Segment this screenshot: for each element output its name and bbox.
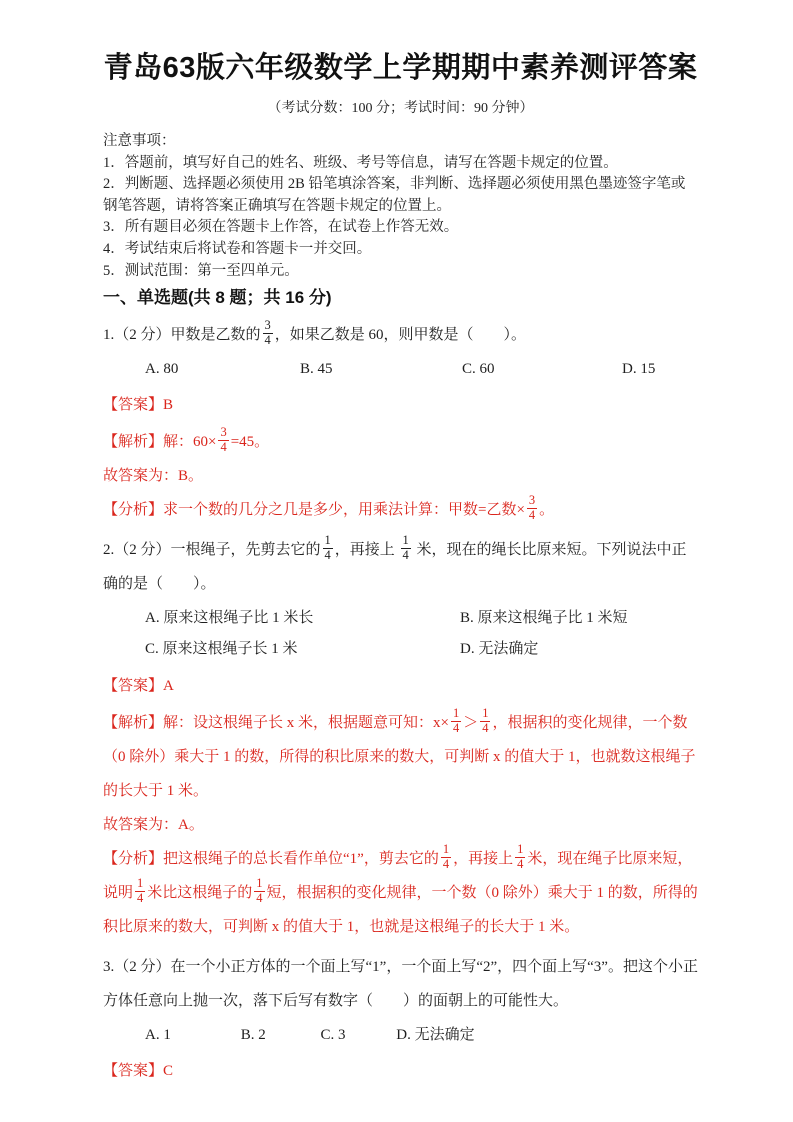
fraction: $\frac{3}{4}$ — [220, 425, 227, 455]
option-b: B. 原来这根绳子比 1 米短 — [460, 610, 628, 627]
notice-item: 5．测试范围：第一至四单元。 — [103, 262, 299, 279]
section-heading-single-choice: 一、单选题(共 8 题；共 16 分) — [103, 288, 332, 308]
option-d: D. 15 — [622, 361, 656, 378]
fraction: $\frac{1}{4}$ — [402, 533, 409, 563]
question-1-options — [103, 354, 698, 384]
review-line: 【分析】把这根绳子的总长看作单位“1”，剪去它的 $\frac{1}{4}$ ，再接上 $\frac{1}{4}$ 米，现在绳子比原来短，说明 $\frac{1}{4}$ 米比这根绳子的 $\frac{1}{4}$ 短，根据积的变化规律，一个数（0 除外）乘大于 1 的数，所得的积比原来的数大，可判断 x 的值大于 1，也就是这根绳子的长大于 1 米。 — [103, 842, 698, 936]
question-1-stem: 1.（2 分）甲数是乙数的 $\frac{3}{4}$ ，如果乙数是 60，则甲数是（ ）。 — [103, 318, 527, 348]
notice-item: 2．判断题、选择题必须使用 2B 铅笔填涂答案，非判断、选择题必须使用黑色墨迹签字笔或钢笔答题，请将答案正确填写在答题卡规定的位置上。 — [103, 176, 686, 214]
notice-heading: 注意事项： — [103, 133, 176, 149]
option-c: C. 60 — [462, 361, 495, 378]
option-b: B. 2 — [240, 1027, 266, 1044]
fraction: $\frac{1}{4}$ — [324, 533, 331, 563]
conclusion-line: 故答案为：B。 — [103, 468, 204, 485]
fraction: $\frac{1}{4}$ — [482, 706, 489, 736]
question-1 — [103, 318, 698, 527]
analysis-line: 【解析】解：设这根绳子长 x 米，根据题意可知：x× $\frac{1}{4}$ ＞ $\frac{1}{4}$ ，根据积的变化规律，一个数（0 除外）乘大于 1 的数，所得的积比原来的数大，可判断 x 的值大于 1，也就数这根绳子的长大于 1 米。 — [103, 706, 696, 800]
notice-item: 1．答题前，填写好自己的姓名、班级、考号等信息，请写在答题卡规定的位置。 — [103, 154, 618, 171]
page-title: 青岛63版六年级数学上学期期中素养测评答案 — [103, 52, 698, 84]
fraction: $\frac{1}{4}$ — [517, 842, 524, 872]
option-b: B. 45 — [300, 361, 333, 378]
option-a: A. 原来这根绳子比 1 米长 — [145, 610, 314, 627]
fraction: $\frac{1}{4}$ — [137, 876, 144, 906]
question-3-options — [103, 1020, 698, 1050]
question-2-options — [103, 603, 698, 665]
fraction: $\frac{1}{4}$ — [452, 706, 460, 736]
notice-item: 3．所有题目必须在答题卡上作答，在试卷上作答无效。 — [103, 219, 459, 236]
review-line: 【分析】求一个数的几分之几是多少，用乘法计算：甲数=乙数× $\frac{3}{4}$ 。 — [103, 493, 555, 523]
fraction: $\frac{1}{4}$ — [256, 876, 263, 906]
notice-section — [103, 131, 698, 282]
option-c: C. 3 — [320, 1027, 346, 1044]
question-3 — [103, 950, 698, 1088]
fraction: $\frac{3}{4}$ — [528, 493, 536, 523]
question-3-stem: 3.（2 分）在一个小正方体的一个面上写“1”，一个面上写“2”，四个面上写“3”。把这个小正方体任意向上抛一次，落下后写有数字（ ）的面朝上的可能性大。 — [103, 959, 698, 1010]
option-a: A. 80 — [145, 361, 179, 378]
exam-meta: （考试分数：100 分；考试时间：90 分钟） — [267, 101, 534, 116]
fraction: $\frac{1}{4}$ — [442, 842, 450, 872]
question-2-stem: 2.（2 分）一根绳子，先剪去它的 $\frac{1}{4}$ ，再接上 $\frac{1}{4}$ 米，现在的绳长比原来短。下列说法中正确的是（ ）。 — [103, 533, 687, 593]
option-a: A. 1 — [145, 1027, 171, 1044]
option-d: D. 无法确定 — [396, 1027, 475, 1044]
answer-line: 【答案】C — [103, 1063, 174, 1080]
fraction: $\frac{3}{4}$ — [264, 318, 271, 348]
question-2 — [103, 533, 698, 944]
conclusion-line: 故答案为：A。 — [103, 817, 204, 834]
option-d: D. 无法确定 — [460, 641, 539, 658]
notice-item: 4．考试结束后将试卷和答题卡一并交回。 — [103, 240, 372, 257]
option-c: C. 原来这根绳子长 1 米 — [145, 641, 298, 658]
analysis-line: 【解析】解：60× $\frac{3}{4}$ =45。 — [103, 425, 270, 455]
answer-line: 【答案】A — [103, 678, 174, 695]
answer-line: 【答案】B — [103, 397, 174, 414]
